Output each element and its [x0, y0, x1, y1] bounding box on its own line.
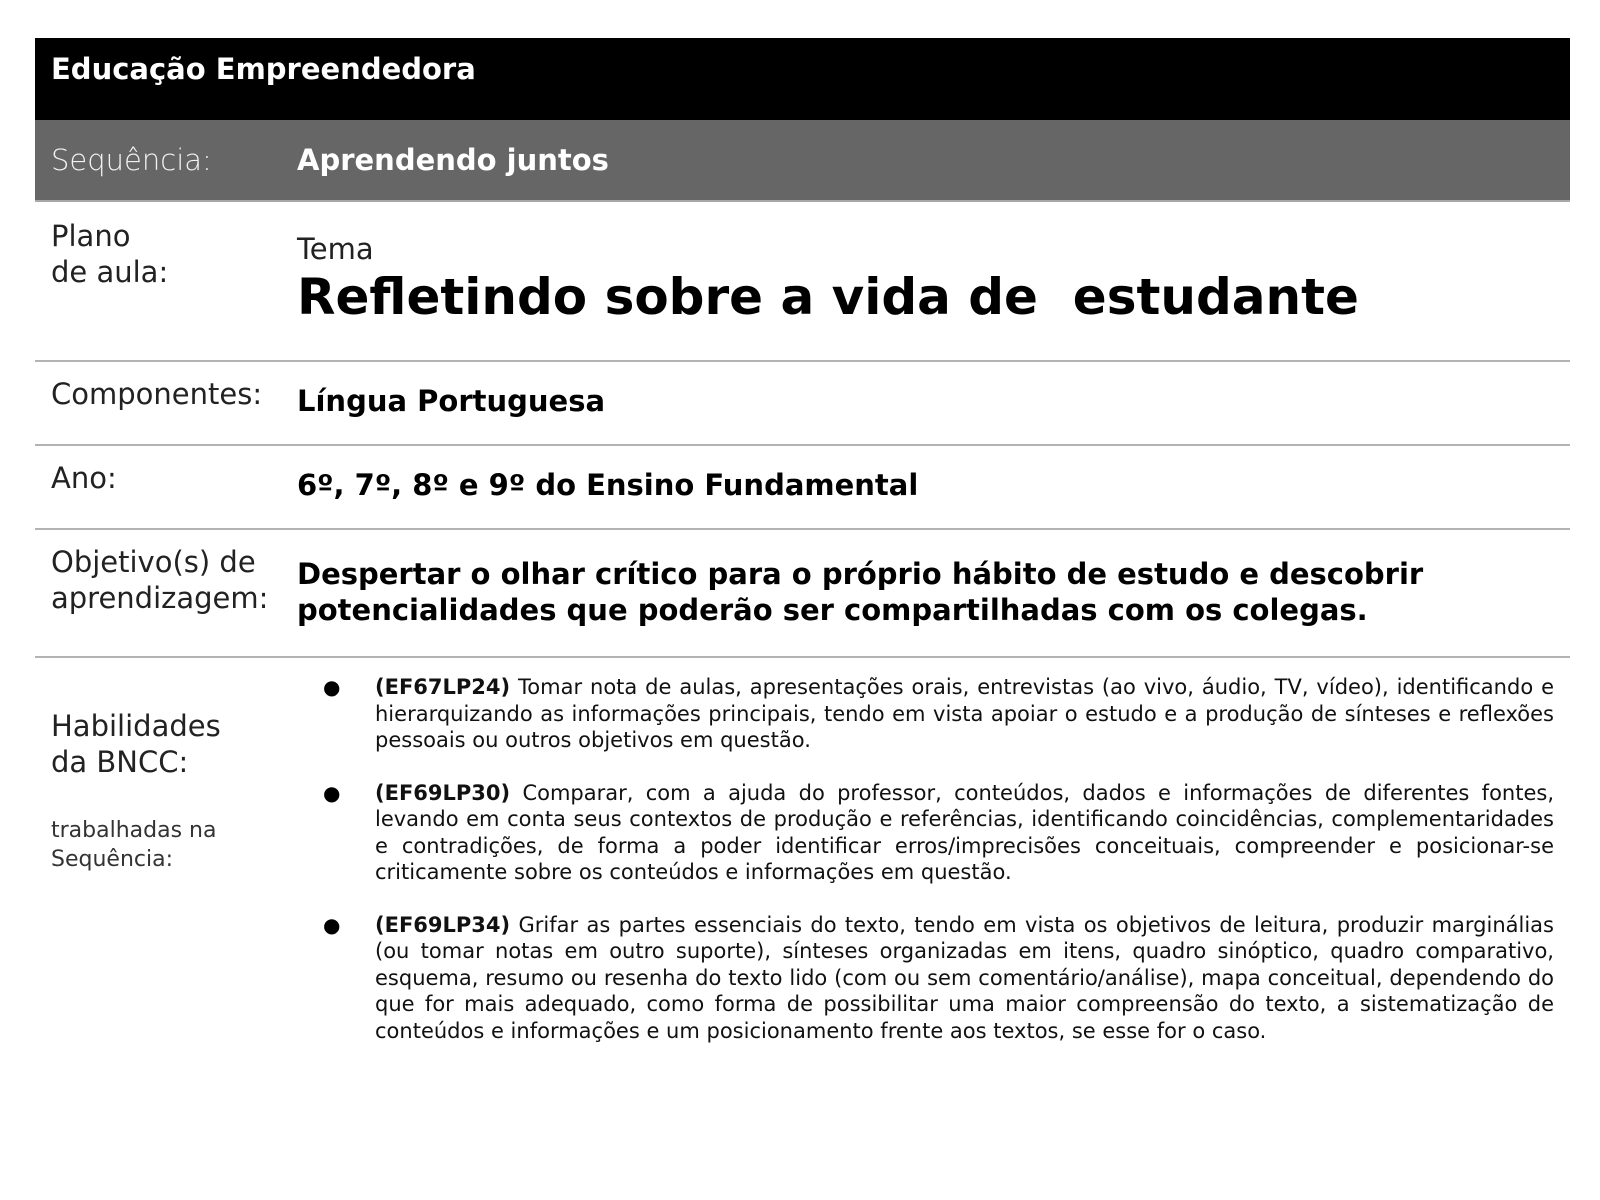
bullet-icon: ● [323, 675, 341, 699]
lesson-plan-row [35, 202, 1570, 362]
skills-label-sub: trabalhadas na Sequência: [51, 818, 217, 872]
sequence-value: Aprendendo juntos [297, 143, 609, 177]
lesson-plan-label: Plano de aula: [51, 219, 169, 289]
skill-text [375, 674, 1554, 754]
skills-value [297, 658, 1570, 1070]
objectives-row [35, 530, 1570, 658]
skill-code: (EF69LP30) [375, 780, 511, 805]
year-value: 6º, 7º, 8º e 9º do Ensino Fundamental [297, 468, 919, 502]
header-bar [35, 38, 1570, 120]
skill-text [375, 780, 1554, 886]
skill-item [297, 912, 1554, 1045]
skill-item [297, 674, 1554, 754]
year-row [35, 446, 1570, 530]
components-row [35, 362, 1570, 446]
objectives-value: Despertar o olhar crítico para o próprio hábito de estudo e descobrir potencialidades que poderão ser compartilhadas com os colegas. [297, 557, 1424, 627]
skill-code: (EF67LP24) [375, 675, 511, 699]
skills-label-main: Habilidades da BNCC: [51, 709, 221, 779]
theme-label: Tema [297, 232, 374, 266]
bullet-icon: ● [323, 912, 341, 937]
theme-title: Refletindo sobre a vida de estudante [297, 268, 1359, 326]
year-label: Ano: [51, 461, 117, 495]
components-label: Componentes: [51, 377, 263, 411]
sequence-label: Sequência: [51, 143, 212, 177]
document-title: Educação Empreendedora [51, 52, 476, 86]
skill-code: (EF69LP34) [375, 912, 511, 937]
lesson-plan-value [297, 202, 1570, 360]
skills-row [35, 658, 1570, 1070]
skill-item [297, 780, 1554, 886]
sequence-row [35, 120, 1570, 202]
skill-text [375, 912, 1554, 1045]
skills-list [297, 658, 1554, 1044]
lesson-plan-sheet [35, 38, 1570, 1070]
objectives-label: Objetivo(s) de aprendizagem: [51, 545, 269, 615]
skill-description: Grifar as partes essenciais do texto, tendo em vista os objetivos de leitura, produzir marginálias (ou tomar notas em outro suporte), sínteses organizadas em itens, quadro sinóptico, quadro comparativo, esquema, resumo ou resenha do texto lido (com ou sem comentário/análise), mapa conceitual, dependendo do que for mais adequado, como forma de possibilitar uma maior compreensão do texto, a sistematização de conteúdos e informações e um posicionamento frente aos textos, se esse for o caso. [375, 912, 1554, 1043]
skill-description: Comparar, com a ajuda do professor, conteúdos, dados e informações de diferentes fontes, levando em conta seus contextos de produção e referências, identificando coincidências, complementaridades e contradições, de forma a poder identificar erros/imprecisões conceituais, compreender e posicionar-se criticamente sobre os conteúdos e informações em questão. [375, 780, 1554, 884]
skills-label [35, 658, 297, 1070]
bullet-icon: ● [323, 780, 341, 805]
components-value: Língua Portuguesa [297, 384, 606, 418]
skill-description: Tomar nota de aulas, apresentações orais, entrevistas (ao vivo, áudio, TV, vídeo), identificando e hierarquizando as informações principais, tendo em vista apoiar o estudo e a produção de sínteses e reflexões pessoais ou outros objetivos em questão. [375, 675, 1554, 752]
